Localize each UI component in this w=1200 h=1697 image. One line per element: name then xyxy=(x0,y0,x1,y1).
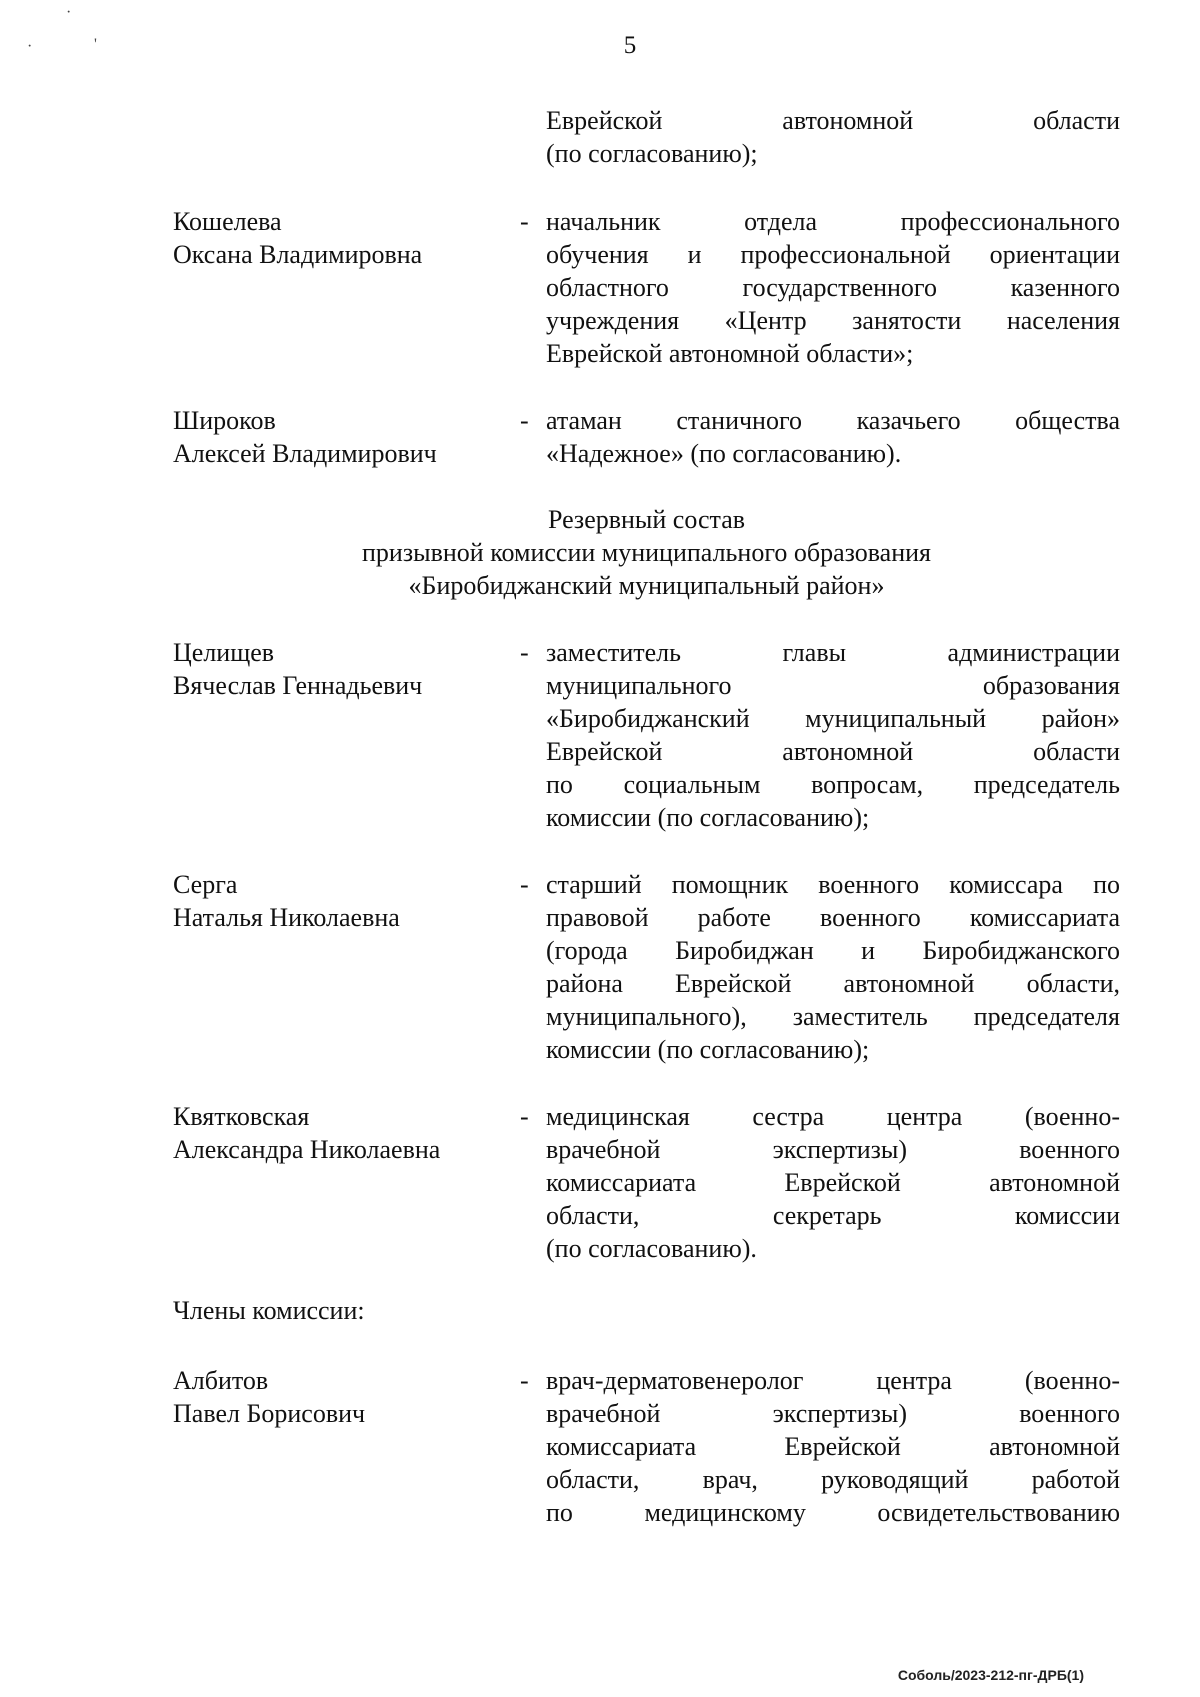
member-name xyxy=(173,404,513,470)
description-line: «Надежное» (по согласованию). xyxy=(546,439,902,468)
description-line: атаман станичного казачьего общества xyxy=(546,406,1120,435)
member-surname: Целищев xyxy=(173,638,275,667)
member-surname: Квятковская xyxy=(173,1102,310,1131)
member-surname: Широков xyxy=(173,406,276,435)
description-line: врачебной экспертизы) военного xyxy=(546,1399,1120,1428)
description-line: (по согласованию). xyxy=(546,1234,757,1263)
member-given-names: Вячеслав Геннадьевич xyxy=(173,671,423,700)
description-line: комиссии (по согласованию); xyxy=(546,1035,870,1064)
document-code: Соболь/2023-212-пг-ДРБ(1) xyxy=(897,1667,1084,1683)
member-given-names: Александра Николаевна xyxy=(173,1135,441,1164)
description-line: области, врач, руководящий работой xyxy=(546,1465,1120,1494)
description-line: района Еврейской автономной области, xyxy=(546,969,1120,998)
description-line: муниципального образования xyxy=(546,671,1120,700)
description-line: (по согласованию); xyxy=(546,139,758,168)
member-name xyxy=(173,636,513,702)
member-surname: Албитов xyxy=(173,1366,269,1395)
member-given-names: Оксана Владимировна xyxy=(173,240,423,269)
description-line: комиссариата Еврейской автономной xyxy=(546,1168,1120,1197)
member-surname: Кошелева xyxy=(173,207,282,236)
description-line: Еврейской автономной области xyxy=(546,106,1120,135)
entry-dash: - xyxy=(520,406,529,435)
description-line: Еврейской автономной области»; xyxy=(546,339,914,368)
scan-artifact: · xyxy=(66,4,72,21)
description-line: комиссариата Еврейской автономной xyxy=(546,1432,1120,1461)
description-line: врач-дерматовенеролог центра (военно- xyxy=(546,1366,1120,1395)
description-line: учреждения «Центр занятости населения xyxy=(546,306,1120,335)
member-given-names: Наталья Николаевна xyxy=(173,903,400,932)
entry-dash: - xyxy=(520,1102,529,1131)
member-surname: Серга xyxy=(173,870,238,899)
entry-description xyxy=(546,1100,1120,1265)
description-line: «Биробиджанский муниципальный район» xyxy=(546,704,1120,733)
entry-description xyxy=(546,205,1120,370)
entry-description xyxy=(546,1364,1120,1529)
description-line: Еврейской автономной области xyxy=(546,737,1120,766)
heading-line: Резервный состав xyxy=(547,505,746,534)
member-given-names: Павел Борисович xyxy=(173,1399,366,1428)
description-line: медицинская сестра центра (военно- xyxy=(546,1102,1120,1131)
description-line: (города Биробиджан и Биробиджанского xyxy=(546,936,1120,965)
description-line: областного государственного казенного xyxy=(546,273,1120,302)
scan-artifact: · xyxy=(27,38,33,55)
entry-description xyxy=(546,636,1120,834)
entry-description xyxy=(546,404,1120,470)
entry-dash: - xyxy=(520,638,529,667)
heading-line: призывной комиссии муниципального образования xyxy=(362,538,931,567)
entry-description xyxy=(546,104,1120,170)
member-given-names: Алексей Владимирович xyxy=(173,439,437,468)
description-line: обучения и профессиональной ориентации xyxy=(546,240,1120,269)
reserve-heading xyxy=(173,503,1120,602)
entry-dash: - xyxy=(520,870,529,899)
description-line: по социальным вопросам, председатель xyxy=(546,770,1120,799)
page-number: 5 xyxy=(623,32,637,59)
description-line: муниципального), заместитель председателя xyxy=(546,1002,1120,1031)
description-line: старший помощник военного комиссара по xyxy=(546,870,1120,899)
scan-artifact: ' xyxy=(94,36,97,53)
member-name xyxy=(173,1364,513,1430)
entry-description xyxy=(546,868,1120,1066)
member-name xyxy=(173,205,513,271)
member-name xyxy=(173,868,513,934)
entry-dash: - xyxy=(520,207,529,236)
heading-line: «Биробиджанский муниципальный район» xyxy=(408,571,885,600)
members-label: Члены комиссии: xyxy=(173,1296,365,1325)
entry-dash: - xyxy=(520,1366,529,1395)
description-line: заместитель главы администрации xyxy=(546,638,1120,667)
description-line: врачебной экспертизы) военного xyxy=(546,1135,1120,1164)
description-line: комиссии (по согласованию); xyxy=(546,803,870,832)
member-name xyxy=(173,1100,513,1166)
description-line: начальник отдела профессионального xyxy=(546,207,1120,236)
description-line: области, секретарь комиссии xyxy=(546,1201,1120,1230)
description-line: по медицинскому освидетельствованию xyxy=(546,1498,1120,1527)
description-line: правовой работе военного комиссариата xyxy=(546,903,1120,932)
